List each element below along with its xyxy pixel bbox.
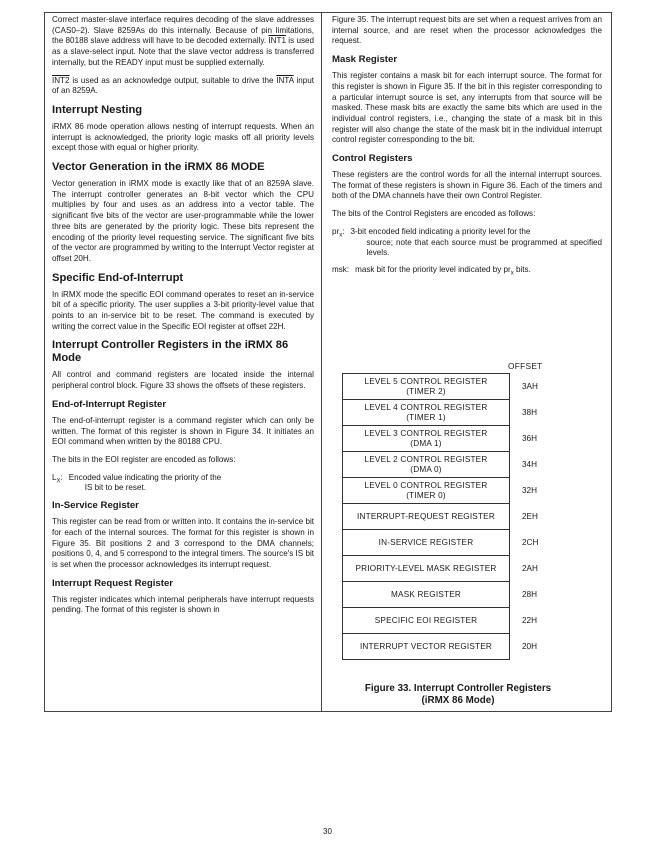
register-name: INTERRUPT-REQUEST REGISTER — [357, 511, 495, 521]
figure-caption-line1: Figure 33. Interrupt Controller Registers — [364, 683, 552, 694]
register-row — [343, 582, 509, 608]
paragraph-nesting: iRMX 86 mode operation allows nesting of interrupt requests. When an interrupt is acknowledged, the priority logic masks off all priority levels except those with equal or higher priority. — [52, 121, 314, 153]
paragraph-master-slave: Correct master-slave interface requires decoding of the slave addresses (CAS0–2). Slave 8259As do this internally. Because of pin limitations, the 80188 slave address will have to be decoded externally. INT1 is used as a slave-select input. Note that the slave vector address is transferred internally, but the READY input must be supplied externally. — [52, 15, 315, 67]
paragraph-vector-generation: Vector generation in iRMX mode is exactly like that of an 8259A slave. The interrupt controller generates an 8-bit vector which the CPU multiplies by four and uses as an address into a vector table. The significant five bits of the vector are user-programmable while the lower three bits are generated by the priority logic. These bits represent the encoding of the priority level requesting service. The significant five bits of the vector are programmed by writing to the Interrupt Vector register at offset 20H. — [52, 179, 314, 263]
register-row — [343, 634, 509, 660]
heading-controller-registers: Interrupt Controller Registers in the iRMX 86 Mode — [52, 339, 289, 365]
page-number: 30 — [323, 827, 332, 836]
register-offsets — [522, 373, 562, 659]
register-name: LEVEL 3 CONTROL REGISTER — [364, 428, 488, 438]
register-offset: 32H — [522, 485, 538, 495]
paragraph-in-service-register: This register can be read from or written into. It contains the in-service bit for each of the internal sources. The format for this register is shown in Figure 35. Bit positions 2 and 3 correspond to the DMA channels; positions 0, 4, and 5 correspond to the integral timers. The source's IS bit is set when the processor acknowledges its interrupt request. — [52, 517, 314, 569]
register-source: (DMA 0) — [410, 464, 442, 474]
register-row — [343, 478, 509, 504]
definition-term-prx: $pr_x$: — [332, 226, 345, 239]
figure-offset-header: OFFSET — [508, 361, 543, 371]
register-offset: 36H — [522, 433, 538, 443]
definition-term-lx: $L_X$: — [52, 472, 63, 485]
register-offset: 38H — [522, 407, 538, 417]
register-row — [343, 452, 509, 478]
paragraph-int2: INT2 is used as an acknowledge output, suitable to drive the INTA input of an 8259A. — [52, 75, 315, 96]
register-name: LEVEL 0 CONTROL REGISTER — [364, 480, 488, 490]
register-name: LEVEL 2 CONTROL REGISTER — [364, 454, 488, 464]
register-source: (DMA 1) — [410, 438, 442, 448]
paragraph-mask-register: This register contains a mask bit for each interrupt source. The format for this register is shown in Figure 35. If the bit in this register corresponding to a particular interrupt source is set, any interrupts from that source will be masked. These mask bits are exactly the same bits which are used in the individual control registers, i.e., changing the state of a mask bit in this register will also change the state of the mask bit in the individual interrupt control register corresponding to the bit. — [332, 71, 602, 145]
heading-vector-generation: Vector Generation in the iRMX 86 MODE — [52, 161, 265, 174]
paragraph-control-bits: The bits of the Control Registers are encoded as follows: — [332, 209, 536, 219]
register-name: SPECIFIC EOI REGISTER — [374, 615, 478, 625]
register-row — [343, 504, 509, 530]
register-name: IN-SERVICE REGISTER — [378, 537, 474, 547]
register-offset: 20H — [522, 641, 538, 651]
register-row — [343, 400, 509, 426]
register-row — [343, 556, 509, 582]
register-offset: 22H — [522, 615, 538, 625]
definition-msk — [332, 265, 602, 276]
right-column — [332, 15, 602, 282]
register-row — [343, 374, 509, 400]
definition-lx — [52, 473, 314, 494]
paragraph-eoi-bits: The bits in the EOI register are encoded as follows: — [52, 454, 236, 464]
paragraph-interrupt-request-cont: Figure 35. The interrupt request bits are set when a request arrives from an internal source, and are reset when the processor acknowledges the request. — [332, 15, 602, 46]
register-source: (TIMER 0) — [406, 490, 446, 500]
register-name: INTERRUPT VECTOR REGISTER — [359, 641, 493, 651]
register-source: (TIMER 2) — [406, 386, 446, 396]
register-table — [342, 373, 510, 660]
register-offset: 3AH — [522, 381, 538, 391]
paragraph-eoi-register: The end-of-interrupt register is a command register which can only be written. The format of this register is shown in Figure 34. It initiates an EOI command when written by the 80188 CPU. — [52, 415, 314, 447]
register-name: LEVEL 5 CONTROL REGISTER — [364, 376, 488, 386]
register-offset: 2CH — [522, 537, 539, 547]
heading-specific-eoi: Specific End-of-Interrupt — [52, 271, 184, 284]
register-offset: 34H — [522, 459, 538, 469]
register-row — [343, 608, 509, 634]
column-divider — [321, 12, 322, 711]
definition-desc-prx: 3-bit encoded field indicating a priority level for the source; note that each source must be programmed at specified levels. — [350, 226, 602, 258]
heading-mask-register: Mask Register — [332, 54, 398, 66]
register-offset: 28H — [522, 589, 538, 599]
register-row — [343, 426, 509, 452]
heading-interrupt-nesting: Interrupt Nesting — [52, 103, 143, 116]
heading-interrupt-request-register: Interrupt Request Register — [52, 577, 174, 589]
register-name: MASK REGISTER — [391, 589, 461, 599]
paragraph-specific-eoi: In iRMX mode the specific EOI command operates to reset an in-service bit of a specific priority. The user supplies a 3-bit priority-level value that points to an in-service bit to be reset. The command is executed by writing the correct value in the Specific EOI register at offset 22H. — [52, 289, 314, 331]
definition-desc-msk: mask bit for the priority level indicated by $pr_x$ bits. — [355, 264, 531, 277]
definition-prx — [332, 227, 602, 259]
paragraph-control-registers: These registers are the control words for all the internal interrupt sources. The format of these registers is shown in Figure 36. Each of the timers and both of the DMA channels have their own Control Register. — [332, 170, 602, 201]
definition-term-msk: msk: — [332, 264, 350, 274]
register-offset: 2EH — [522, 511, 538, 521]
register-name: LEVEL 4 CONTROL REGISTER — [364, 402, 488, 412]
definition-desc-lx: Encoded value indicating the priority of the IS bit to be reset. — [68, 472, 222, 493]
heading-eoi-register: End-of-Interrupt Register — [52, 398, 167, 410]
figure-caption-line2: (iRMX 86 Mode) — [421, 695, 495, 706]
register-source: (TIMER 1) — [406, 412, 446, 422]
register-row — [343, 530, 509, 556]
paragraph-interrupt-request-register: This register indicates which internal peripherals have interrupt requests pending. The format of this register is shown in — [52, 594, 314, 615]
register-offset: 2AH — [522, 563, 538, 573]
heading-control-registers: Control Registers — [332, 153, 413, 165]
left-column — [52, 15, 314, 623]
figure-caption — [338, 683, 578, 707]
register-name: PRIORITY-LEVEL MASK REGISTER — [355, 563, 497, 573]
paragraph-controller-registers: All control and command registers are located inside the internal peripheral control block. Figure 33 shows the offsets of these registers. — [52, 370, 314, 391]
heading-in-service-register: In-Service Register — [52, 500, 139, 512]
